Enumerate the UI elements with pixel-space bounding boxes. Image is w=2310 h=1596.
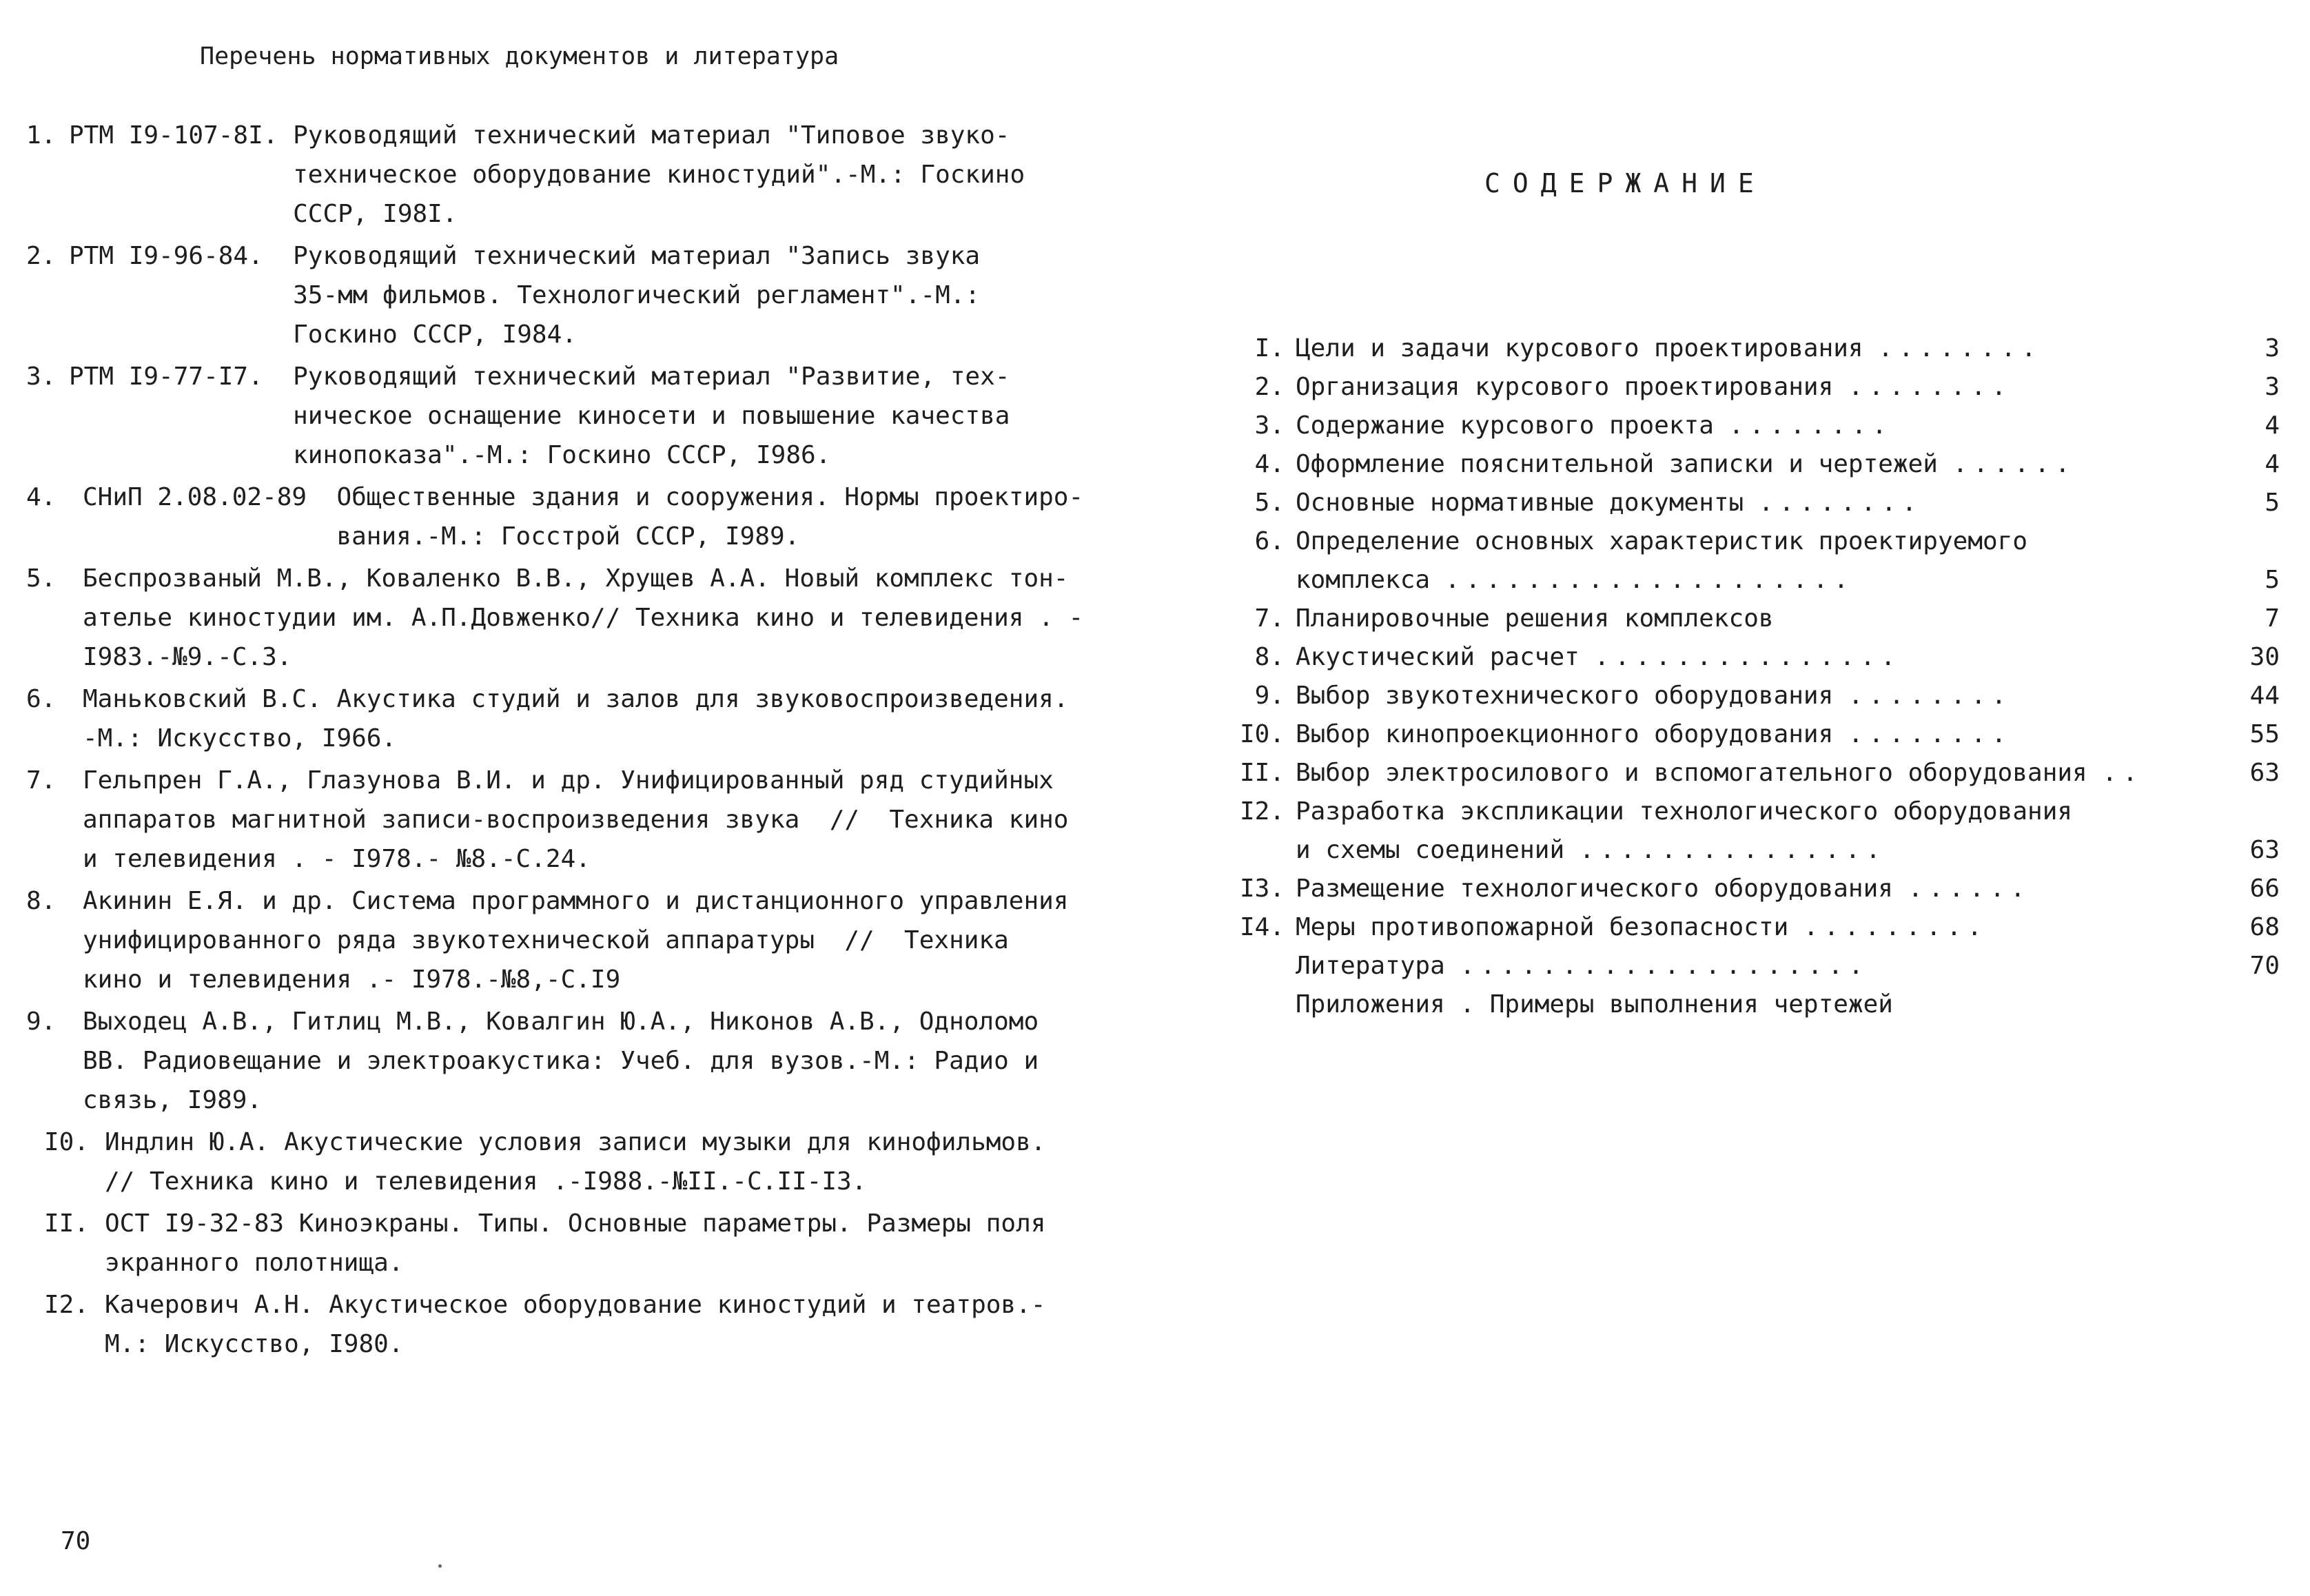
literature-item (21, 881, 1123, 999)
toc-entry-page: 5 (2265, 489, 2280, 517)
toc-entry-text: Определение основных характеристик проектируемого (1296, 527, 2028, 555)
toc-entry-page: 55 (2249, 720, 2280, 748)
toc-entry-page: 68 (2249, 913, 2280, 941)
toc-entry (1232, 522, 2280, 561)
toc-entry-page: 4 (2265, 450, 2280, 478)
literature-title: Перечень нормативных документов и литература (200, 43, 839, 70)
toc-entry (1232, 407, 2280, 445)
right-page (1155, 0, 2310, 1596)
toc-entry-text: Акустический расчет (1296, 643, 1580, 671)
toc-entry-number: 3. (1254, 411, 1285, 440)
literature-item-line: Беспрозваный М.В., Коваленко В.В., Хрущев А.А. Новый комплекс тон- (83, 564, 1069, 593)
literature-list (21, 116, 1123, 1367)
toc-entry (1232, 445, 2280, 484)
literature-item-line: М.: Искусство, I980. (105, 1330, 404, 1358)
literature-item-line: техническое оборудование киностудий".-М.: Госкино (69, 161, 1025, 189)
literature-item-line: Акинин Е.Я. и др. Система программного и дистанционного управления (83, 887, 1069, 915)
toc-entry-page: 66 (2249, 874, 2280, 903)
literature-item-line: унифицированного ряда звукотехнической аппаратуры // Техника (83, 926, 1009, 954)
toc-entry-text: Размещение технологического оборудования (1296, 874, 1893, 903)
literature-item-number: 4. (26, 483, 57, 511)
toc-entry-dots: ........ (1848, 720, 2012, 748)
literature-item-number: 5. (26, 564, 57, 593)
literature-item-line: ателье киностудии им. А.П.Довженко// Техника кино и телевидения . - (83, 604, 1084, 632)
toc-entry (1232, 870, 2280, 908)
toc-entry (1232, 638, 2280, 677)
toc-entry-text: Выбор электросилового и вспомогательного оборудования (1296, 759, 2087, 787)
literature-item-number: I2. (44, 1291, 90, 1319)
literature-item-line: СССР, I98I. (69, 200, 458, 228)
toc-entry (1232, 947, 2280, 985)
toc-entry-dots: ........ (1848, 373, 2012, 401)
toc-entry (1232, 985, 2280, 1024)
toc-entry-page: 3 (2265, 373, 2280, 401)
literature-item-line: и телевидения . - I978.- №8.-С.24. (83, 845, 591, 873)
literature-item (21, 1204, 1123, 1282)
toc-entry-text: Выбор кинопроекционного оборудования (1296, 720, 1834, 748)
toc-entry-text: и схемы соединений (1296, 836, 1565, 864)
scan-speck (438, 1564, 442, 1568)
literature-item-line: вания.-М.: Госстрой СССР, I989. (83, 522, 800, 551)
literature-item-line: Индлин Ю.А. Акустические условия записи музыки для кинофильмов. (105, 1128, 1046, 1156)
toc-entry-page: 70 (2249, 952, 2280, 980)
literature-item-line: -М.: Искусство, I966. (83, 724, 397, 753)
toc-entry-number: II. (1239, 759, 1285, 787)
toc-entry-dots: .. (2102, 759, 2143, 787)
toc-entry (1232, 754, 2280, 792)
toc-entry (1232, 677, 2280, 715)
literature-item-line: ОСТ I9-32-83 Киноэкраны. Типы. Основные параметры. Размеры поля (105, 1209, 1046, 1238)
toc-entry-dots: ........ (1728, 411, 1892, 440)
literature-item (21, 679, 1123, 758)
toc-entry-number: I0. (1239, 720, 1285, 748)
toc-entry-text: Разработка экспликации технологического оборудования (1296, 797, 2073, 826)
literature-item-line: СНиП 2.08.02-89 Общественные здания и сооружения. Нормы проектиро- (83, 483, 1084, 511)
toc-entry-dots: .................... (1460, 952, 1869, 980)
literature-item (21, 1123, 1123, 1201)
toc-entry-text: Меры противопожарной безопасности (1296, 913, 1789, 941)
toc-entry-page: 5 (2265, 566, 2280, 594)
toc-entry (1232, 368, 2280, 407)
toc-entry-page: 30 (2249, 643, 2280, 671)
literature-item-number: I0. (44, 1128, 90, 1156)
toc-entry-dots: ...... (1952, 450, 2076, 478)
toc-title: СОДЕРЖАНИЕ (1484, 168, 1766, 198)
toc-entry-text: Литература (1296, 952, 1445, 980)
toc-entry (1232, 908, 2280, 947)
toc-entry-page: 7 (2265, 604, 2280, 633)
literature-item-line: Маньковский В.С. Акустика студий и залов для звуковоспроизведения. (83, 685, 1069, 713)
literature-item-line: Выходец А.В., Гитлиц М.В., Ковалгин Ю.А., Никонов А.В., Одноломо (83, 1007, 1039, 1036)
toc-entry-page: 44 (2249, 682, 2280, 710)
toc-entry (1232, 792, 2280, 831)
toc-entry-dots: ........ (1758, 489, 1923, 517)
toc-entry-page: 3 (2265, 334, 2280, 362)
literature-item-number: 2. (26, 242, 57, 270)
toc-entry (1232, 484, 2280, 522)
toc-entry (1232, 329, 2280, 368)
literature-item-number: 6. (26, 685, 57, 713)
literature-item (21, 478, 1123, 556)
toc-entry-number: I3. (1239, 874, 1285, 903)
literature-item (21, 236, 1123, 354)
literature-item-line: Госкино СССР, I984. (69, 320, 577, 349)
toc-entry-dots: ............... (1579, 836, 1886, 864)
literature-item-line: ВВ. Радиовещание и электроакустика: Учеб. для вузов.-М.: Радио и (83, 1047, 1039, 1075)
literature-item (21, 116, 1123, 234)
toc-entry-number: 5. (1254, 489, 1285, 517)
toc-entry (1232, 561, 2280, 600)
literature-item-number: 7. (26, 766, 57, 795)
literature-item-line: PTM I9-77-I7. Руководящий технический материал "Развитие, тех- (69, 362, 1010, 391)
literature-item (21, 559, 1123, 677)
literature-item-line: Качерович А.Н. Акустическое оборудование киностудий и театров.- (105, 1291, 1046, 1319)
literature-item-line: экранного полотнища. (105, 1249, 404, 1277)
toc-entry-number: 6. (1254, 527, 1285, 555)
toc-entry-number: 8. (1254, 643, 1285, 671)
toc-entry-text: Основные нормативные документы (1296, 489, 1744, 517)
literature-item-line: ническое оснащение киносети и повышение качества (69, 402, 1010, 430)
toc-entry-number: 7. (1254, 604, 1285, 633)
toc-entry-number: 9. (1254, 682, 1285, 710)
toc-entry-page: 63 (2249, 836, 2280, 864)
literature-item-line: PTM I9-107-8I. Руководящий технический материал "Типовое звуко- (69, 121, 1010, 150)
toc-entry-text: Содержание курсового проекта (1296, 411, 1714, 440)
toc-entry-text: Планировочные решения комплексов (1296, 604, 1774, 633)
toc-entry (1232, 600, 2280, 638)
toc-entry-number: I4. (1239, 913, 1285, 941)
literature-item-line: кино и телевидения .- I978.-№8,-С.I9 (83, 965, 621, 994)
literature-item-line: связь, I989. (83, 1086, 263, 1114)
literature-item (21, 1002, 1123, 1120)
literature-item-number: 8. (26, 887, 57, 915)
toc-entry-number: I2. (1239, 797, 1285, 826)
page-number: 70 (61, 1527, 91, 1555)
toc-entry-text: Оформление пояснительной записки и чертежей (1296, 450, 1938, 478)
literature-item-line: кинопоказа".-М.: Госкино СССР, I986. (69, 441, 831, 469)
literature-item-number: 1. (26, 121, 57, 150)
literature-item-number: 3. (26, 362, 57, 391)
toc-entry-text: комплекса (1296, 566, 1431, 594)
literature-item-line: Гельпрен Г.А., Глазунова В.И. и др. Унифицированный ряд студийных (83, 766, 1054, 795)
toc-entry-dots: ...... (1908, 874, 2031, 903)
literature-item-line: I983.-№9.-С.3. (83, 643, 292, 671)
toc-entry-number: 4. (1254, 450, 1285, 478)
toc-entry-number: I. (1254, 334, 1285, 362)
toc-entry-number: 2. (1254, 373, 1285, 401)
literature-item (21, 357, 1123, 475)
toc-entry-dots: ........ (1878, 334, 2042, 362)
literature-item-number: 9. (26, 1007, 57, 1036)
toc-entry-page: 4 (2265, 411, 2280, 440)
literature-item (21, 1285, 1123, 1364)
toc-entry-dots: ............... (1594, 643, 1901, 671)
literature-item-line: // Техника кино и телевидения .-I988.-№II.-С.II-I3. (105, 1167, 867, 1196)
toc-entry (1232, 715, 2280, 754)
toc-list (1232, 329, 2280, 1024)
literature-item-line: аппаратов магнитной записи-воспроизведения звука // Техника кино (83, 806, 1069, 834)
toc-entry-dots: ........ (1848, 682, 2012, 710)
toc-entry-text: Приложения . Примеры выполнения чертежей (1296, 990, 1893, 1019)
toc-entry-dots: .................... (1444, 566, 1854, 594)
literature-item-line: 35-мм фильмов. Технологический регламент".-М.: (69, 281, 981, 309)
toc-entry-text: Организация курсового проектирования (1296, 373, 1834, 401)
toc-entry-page: 63 (2249, 759, 2280, 787)
literature-item-number: II. (44, 1209, 90, 1238)
literature-item (21, 761, 1123, 879)
literature-item-line: PTM I9-96-84. Руководящий технический материал "Запись звука (69, 242, 981, 270)
toc-entry-text: Цели и задачи курсового проектирования (1296, 334, 1863, 362)
toc-entry (1232, 831, 2280, 870)
toc-entry-text: Выбор звукотехнического оборудования (1296, 682, 1834, 710)
toc-entry-dots: ......... (1803, 913, 1988, 941)
